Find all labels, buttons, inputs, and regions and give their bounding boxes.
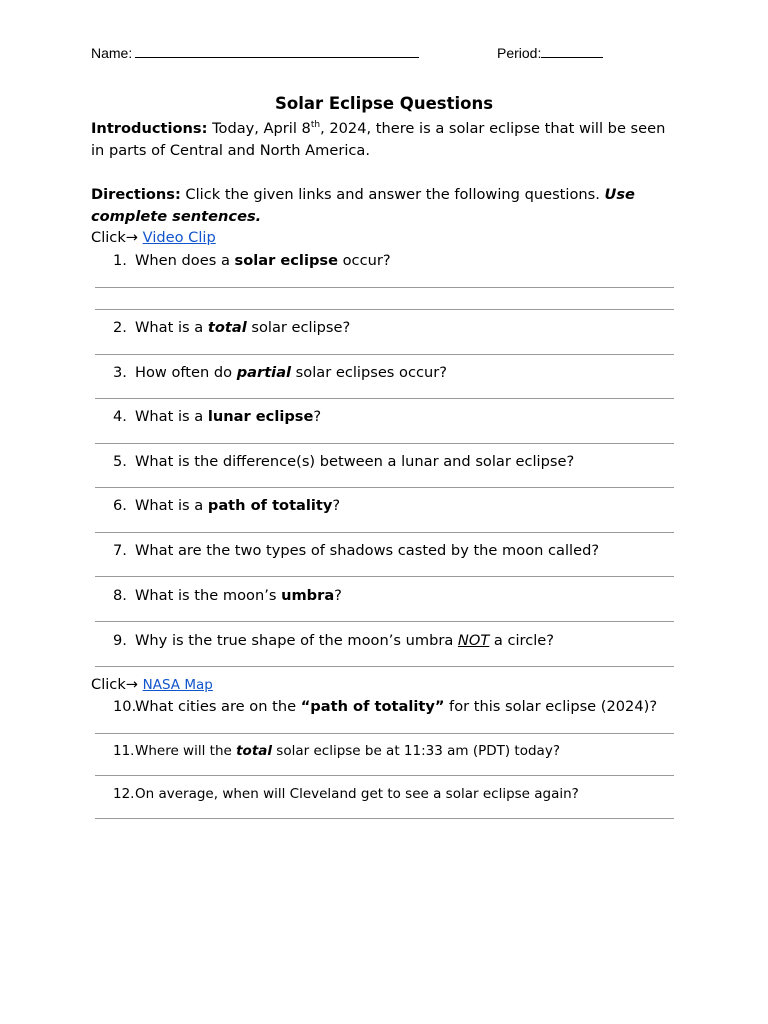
question-number: 10. (113, 698, 137, 715)
answer-line[interactable] (95, 621, 674, 622)
question-6: 6. What is a path of totality? (113, 497, 341, 514)
answer-line[interactable] (95, 443, 674, 444)
intro-sup: th (310, 120, 321, 131)
question-number: 11. (113, 743, 135, 759)
click-prefix: Click→ (91, 676, 139, 693)
nasa-map-link[interactable]: NASA Map (142, 677, 213, 693)
answer-line[interactable] (95, 666, 674, 667)
question-12: 12.On average, when will Cleveland get to see a solar eclipse again? (113, 786, 579, 802)
answer-line[interactable] (95, 576, 674, 577)
question-number: 2. (113, 319, 127, 336)
question-3: 3. How often do partial solar eclipses occur? (113, 364, 448, 381)
question-9: 9. Why is the true shape of the moon’s umbra NOT a circle? (113, 632, 555, 649)
question-7: 7. What are the two types of shadows casted by the moon called? (113, 542, 600, 559)
question-number: 4. (113, 408, 127, 425)
question-4: 4. What is a lunar eclipse? (113, 408, 322, 425)
name-blank[interactable] (135, 45, 419, 58)
question-11: 11.Where will the total solar eclipse be at 11:33 am (PDT) today? (113, 743, 560, 759)
answer-line[interactable] (95, 354, 674, 355)
question-number: 3. (113, 364, 127, 381)
question-5: 5. What is the difference(s) between a lunar and solar eclipse? (113, 453, 575, 470)
question-number: 1. (113, 252, 127, 269)
period-label: Period: (497, 45, 542, 61)
page-title: Solar Eclipse Questions (274, 94, 494, 113)
answer-line[interactable] (95, 733, 674, 734)
name-label: Name: (91, 45, 133, 61)
answer-line[interactable] (95, 309, 674, 310)
period-field (497, 45, 603, 61)
answer-line[interactable] (95, 487, 674, 488)
question-1: 1. When does a solar eclipse occur? (113, 252, 391, 269)
question-number: 6. (113, 497, 127, 514)
answer-line[interactable] (95, 818, 674, 819)
click-prefix: Click→ (91, 229, 139, 246)
answer-line[interactable] (95, 775, 674, 776)
answer-line[interactable] (95, 287, 674, 288)
question-8: 8. What is the moon’s umbra? (113, 587, 342, 604)
intro-label: Introductions: (91, 120, 208, 137)
video-clip-link[interactable]: Video Clip (142, 229, 216, 246)
question-10: 10.What cities are on the “path of totality” for this solar eclipse (2024)? (113, 698, 658, 715)
question-number: 7. (113, 542, 127, 559)
intro-text-a: Today, April 8 (212, 120, 311, 137)
name-field (91, 45, 419, 61)
directions-paragraph (91, 184, 681, 228)
answer-line[interactable] (95, 532, 674, 533)
answer-line[interactable] (95, 398, 674, 399)
directions-label: Directions: (91, 186, 181, 203)
period-blank[interactable] (541, 45, 603, 58)
directions-text: Click the given links and answer the following questions. (185, 186, 600, 203)
question-number: 12. (113, 786, 135, 802)
video-link-row (91, 229, 216, 246)
intro-text-b: , 2024, there is a solar eclipse that will be seen in parts of Central and North America. (91, 120, 666, 159)
question-number: 9. (113, 632, 127, 649)
question-number: 5. (113, 453, 127, 470)
question-number: 8. (113, 587, 127, 604)
directions-emphasis: Use complete sentences. (91, 186, 635, 225)
question-2: 2. What is a total solar eclipse? (113, 319, 351, 336)
introduction-paragraph (91, 118, 681, 162)
nasa-link-row (91, 676, 213, 693)
